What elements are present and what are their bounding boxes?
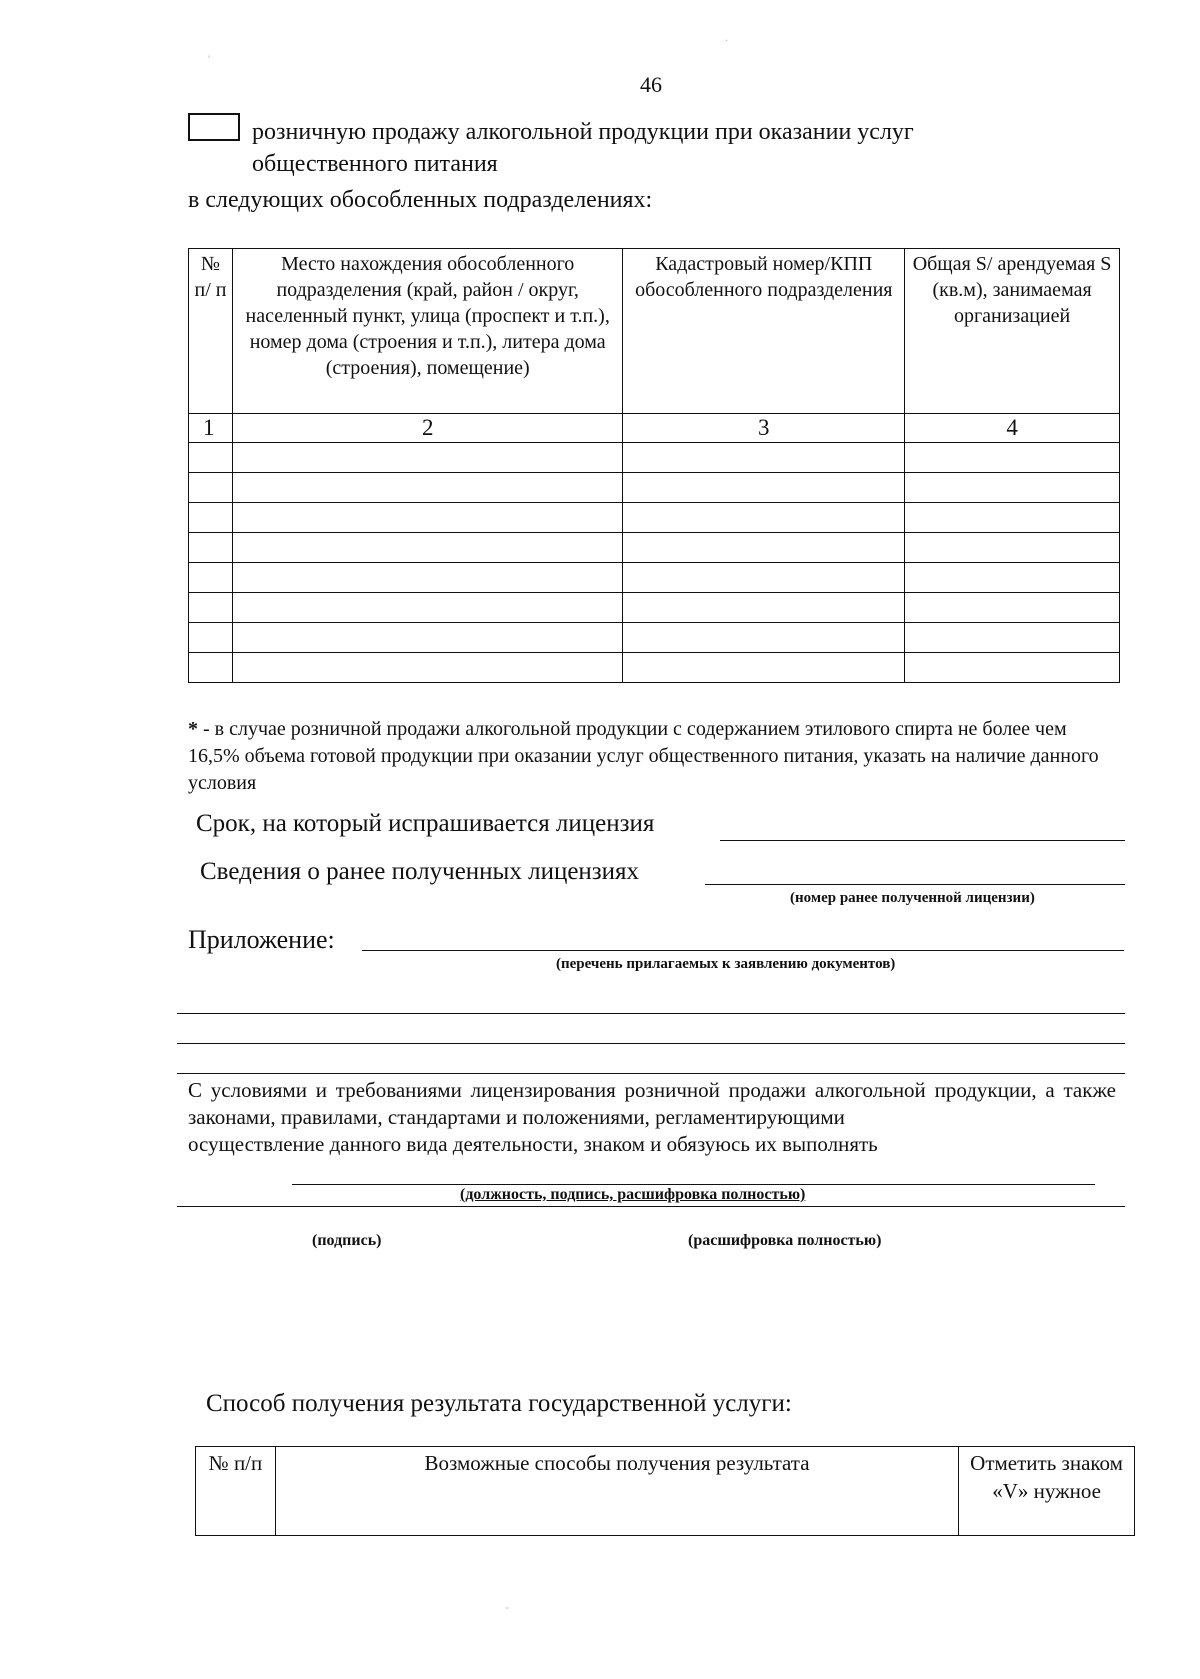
table-cell[interactable]: [189, 473, 233, 503]
previous-licenses-caption: (номер ранее полученной лицензии): [790, 890, 1035, 906]
table-cell[interactable]: [905, 653, 1120, 683]
column-number: 4: [905, 414, 1120, 443]
table-cell[interactable]: [905, 533, 1120, 563]
scan-mark: .: [725, 30, 728, 44]
scan-mark: ': [208, 52, 211, 66]
table-row: [189, 473, 1120, 503]
table-cell[interactable]: [905, 473, 1120, 503]
license-term-label: Срок, на который испрашивается лицензия: [196, 810, 655, 837]
table-cell[interactable]: [232, 473, 622, 503]
license-term-field[interactable]: [720, 840, 1125, 841]
table-row: [189, 593, 1120, 623]
header-area: Общая S/ арендуемая S (кв.м), занимаемая организацией: [905, 249, 1120, 414]
table-cell[interactable]: [905, 443, 1120, 473]
table-cell[interactable]: [189, 443, 233, 473]
column-number: 2: [232, 414, 622, 443]
table-cell[interactable]: [189, 593, 233, 623]
table-cell[interactable]: [623, 653, 905, 683]
signature-caption: (должность, подпись, расшифровка полностью): [460, 1186, 806, 1203]
table-cell[interactable]: [189, 563, 233, 593]
agreement-line-1: С условиями и требованиями лицензирования розничной продажи алкогольной продукции, а также законами, правилами, стандартами и положениями, регламентирующими: [188, 1078, 1116, 1129]
option-label-line-2: общественного питания: [252, 151, 498, 177]
header-cadastral: Кадастровый номер/КПП обособленного подразделения: [623, 249, 905, 414]
page-number: 46: [640, 72, 662, 97]
header-number: № п/п: [196, 1447, 276, 1536]
option-checkbox[interactable]: [188, 113, 240, 141]
table-header-row: [189, 249, 1120, 414]
table-cell[interactable]: [232, 623, 622, 653]
table-cell[interactable]: [905, 563, 1120, 593]
option-label-line-1: розничную продажу алкогольной продукции при оказании услуг: [252, 119, 914, 145]
table-cell[interactable]: [623, 473, 905, 503]
header-methods: Возможные способы получения результата: [275, 1447, 958, 1536]
table-cell[interactable]: [189, 653, 233, 683]
table-cell[interactable]: [623, 503, 905, 533]
footnote-text: - в случае розничной продажи алкогольной продукции с содержанием этилового спирта не более чем 16,5% объема готовой продукции при оказании услуг общественного питания, указать на наличие данного условия: [188, 718, 1099, 794]
previous-licenses-label: Сведения о ранее полученных лицензиях: [200, 858, 640, 885]
table-cell[interactable]: [189, 623, 233, 653]
appendix-continuation-field[interactable]: [177, 1043, 1125, 1044]
table-cell[interactable]: [623, 623, 905, 653]
table-cell[interactable]: [623, 443, 905, 473]
header-mark: Отметить знаком «V» нужное: [959, 1447, 1135, 1536]
table-cell[interactable]: [623, 533, 905, 563]
appendix-label: Приложение:: [188, 925, 335, 954]
signature-sub-caption-left: (подпись): [312, 1232, 382, 1249]
table-cell[interactable]: [232, 653, 622, 683]
signature-divider: [177, 1206, 1125, 1207]
table-cell[interactable]: [189, 503, 233, 533]
appendix-continuation-field[interactable]: [177, 1013, 1125, 1014]
table-row: [189, 443, 1120, 473]
table-cell[interactable]: [189, 533, 233, 563]
option-label: [252, 116, 1052, 180]
appendix-caption: (перечень прилагаемых к заявлению документов): [556, 956, 896, 972]
table-cell[interactable]: [905, 623, 1120, 653]
footnote: [188, 716, 1123, 797]
signature-field[interactable]: [292, 1184, 1095, 1185]
result-method-heading: Способ получения результата государственной услуги:: [206, 1390, 792, 1417]
footnote-star: *: [188, 718, 198, 740]
appendix-continuation-field[interactable]: [177, 1073, 1125, 1074]
table-cell[interactable]: [232, 503, 622, 533]
header-location: Место нахождения обособленного подразделения (край, район / округ, населенный пункт, улица (проспект и т.п.), номер дома (строения и т.п.), литера дома (строения), помещение): [232, 249, 622, 414]
table-row: [189, 503, 1120, 533]
table-row: [189, 533, 1120, 563]
table-cell[interactable]: [623, 563, 905, 593]
scan-mark: -: [505, 1600, 509, 1614]
table-cell[interactable]: [232, 563, 622, 593]
table-row: [189, 563, 1120, 593]
table-cell[interactable]: [905, 503, 1120, 533]
table-cell[interactable]: [232, 593, 622, 623]
column-number-row: [189, 414, 1120, 443]
column-number: 3: [623, 414, 905, 443]
header-number: № п/ п: [189, 249, 233, 414]
column-number: 1: [189, 414, 233, 443]
table-cell[interactable]: [232, 533, 622, 563]
appendix-field[interactable]: [362, 950, 1124, 951]
table-cell[interactable]: [232, 443, 622, 473]
signature-sub-caption-right: (расшифровка полностью): [688, 1232, 882, 1249]
previous-licenses-field[interactable]: [705, 884, 1125, 885]
result-methods-table: [195, 1446, 1135, 1536]
table-header-row: [196, 1447, 1135, 1536]
table-cell[interactable]: [623, 593, 905, 623]
table-row: [189, 623, 1120, 653]
table-cell[interactable]: [905, 593, 1120, 623]
agreement-statement: [188, 1077, 1116, 1158]
branches-intro: в следующих обособленных подразделениях:: [188, 187, 653, 213]
table-row: [189, 653, 1120, 683]
agreement-line-2: осуществление данного вида деятельности, знаком и обязуюсь их выполнять: [188, 1132, 878, 1156]
branches-table: [188, 248, 1120, 683]
